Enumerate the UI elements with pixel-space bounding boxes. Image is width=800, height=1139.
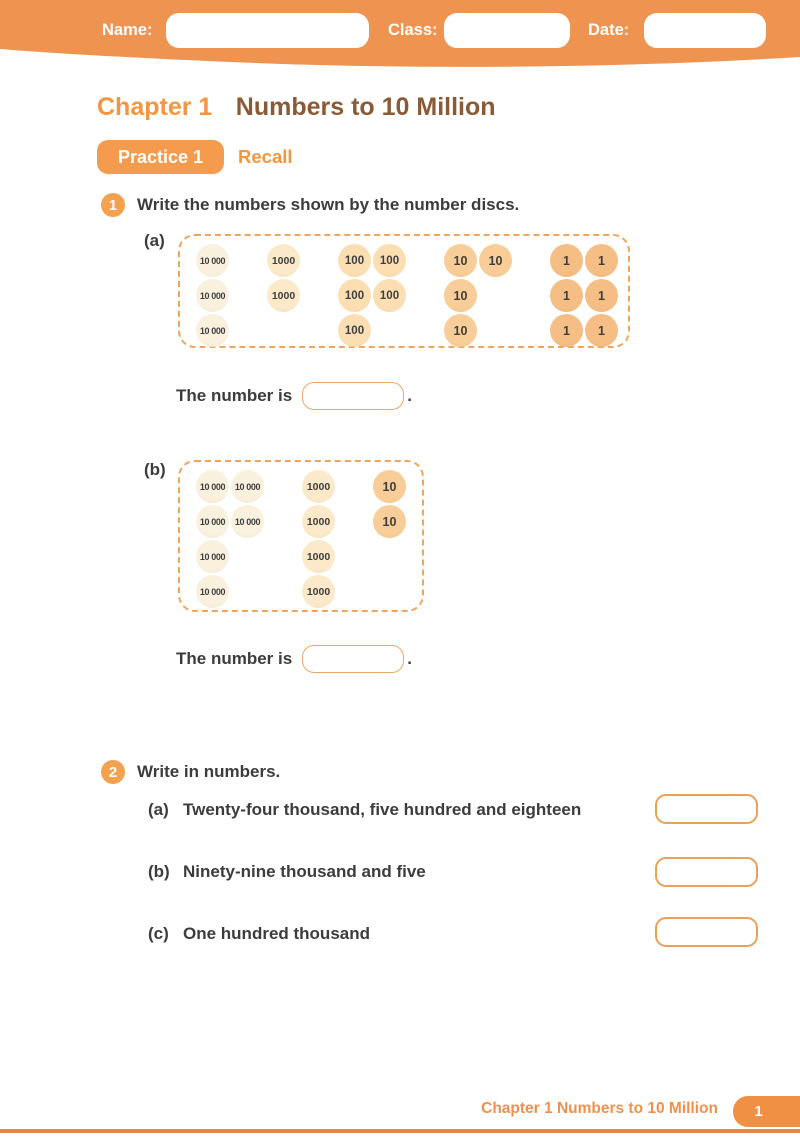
date-input[interactable] (644, 13, 766, 48)
question-2b (148, 862, 426, 882)
question-2a-label: (a) (148, 800, 169, 819)
disc-group-d100 (338, 244, 406, 347)
number-disc-10: 10 (444, 244, 477, 277)
number-disc-100: 100 (338, 279, 371, 312)
question-2b-text: Ninety-nine thousand and five (183, 862, 426, 881)
number-disc-10: 10 (444, 279, 477, 312)
practice-subtitle: Recall (238, 146, 293, 167)
number-disc-10000: 10 000 (196, 279, 229, 312)
question-2a (148, 800, 581, 820)
number-disc-10: 10 (373, 470, 406, 503)
number-disc-100: 100 (373, 279, 406, 312)
question-2b-label: (b) (148, 862, 170, 881)
number-disc-10000: 10 000 (196, 575, 229, 608)
disc-group-d1 (550, 244, 618, 347)
date-label: Date: (588, 21, 630, 39)
question-1 (101, 193, 519, 217)
number-disc-10000: 10 000 (196, 244, 229, 277)
number-disc-10: 10 (479, 244, 512, 277)
number-disc-10000: 10 000 (196, 505, 229, 538)
answer-prompt-a: The number is (176, 386, 293, 405)
number-disc-100: 100 (373, 244, 406, 277)
number-disc-1: 1 (585, 244, 618, 277)
part-b-label: (b) (144, 460, 166, 479)
number-disc-100: 100 (338, 244, 371, 277)
name-input[interactable] (166, 13, 369, 48)
number-disc-1: 1 (585, 279, 618, 312)
answer-prompt-b: The number is (176, 649, 293, 668)
q1b-answer-input[interactable] (302, 645, 404, 673)
page-number-badge: 1 (733, 1096, 800, 1127)
number-disc-1000: 1000 (302, 470, 335, 503)
question-1-prompt: Write the numbers shown by the number discs. (137, 195, 520, 214)
class-label: Class: (388, 21, 438, 39)
answer-row-a (176, 382, 412, 410)
disc-group-d10 (373, 470, 406, 538)
number-disc-1000: 1000 (267, 279, 300, 312)
answer-period-b: . (407, 649, 412, 668)
chapter-heading (97, 93, 496, 122)
number-disc-10: 10 (444, 314, 477, 347)
number-disc-1: 1 (550, 314, 583, 347)
number-disc-10000: 10 000 (196, 314, 229, 347)
part-a-label: (a) (144, 231, 165, 250)
name-label: Name: (102, 21, 153, 39)
disc-group-d10000 (196, 244, 229, 347)
q2a-answer-input[interactable] (655, 794, 758, 824)
number-disc-1: 1 (585, 314, 618, 347)
question-2 (101, 760, 280, 784)
question-2c-label: (c) (148, 924, 169, 943)
number-disc-10000: 10 000 (231, 505, 264, 538)
question-2c (148, 924, 370, 944)
number-disc-1000: 1000 (302, 505, 335, 538)
answer-period-a: . (407, 386, 412, 405)
number-disc-1000: 1000 (267, 244, 300, 277)
question-2c-text: One hundred thousand (183, 924, 370, 943)
chapter-title: Numbers to 10 Million (235, 93, 496, 121)
number-disc-10: 10 (373, 505, 406, 538)
question-2-prompt: Write in numbers. (137, 762, 281, 781)
footer-chapter-reference: Chapter 1 Numbers to 10 Million (481, 1100, 718, 1117)
disc-group-d10000 (196, 470, 264, 608)
number-disc-panel-b (178, 460, 424, 612)
chapter-number-label: Chapter 1 (97, 93, 213, 121)
class-input[interactable] (444, 13, 570, 48)
q2b-answer-input[interactable] (655, 857, 758, 887)
practice-badge: Practice 1 (97, 140, 224, 174)
question-1-number-badge: 1 (101, 193, 125, 217)
q2c-answer-input[interactable] (655, 917, 758, 947)
number-disc-1: 1 (550, 244, 583, 277)
number-disc-10000: 10 000 (231, 470, 264, 503)
question-2a-text: Twenty-four thousand, five hundred and eighteen (183, 800, 582, 819)
number-disc-panel-a (178, 234, 630, 348)
question-2-number-badge: 2 (101, 760, 125, 784)
disc-group-d1000 (302, 470, 335, 608)
disc-group-d10 (444, 244, 512, 347)
number-disc-1000: 1000 (302, 540, 335, 573)
number-disc-10000: 10 000 (196, 540, 229, 573)
q1a-answer-input[interactable] (302, 382, 404, 410)
number-disc-100: 100 (338, 314, 371, 347)
number-disc-1000: 1000 (302, 575, 335, 608)
answer-row-b (176, 645, 412, 673)
number-disc-10000: 10 000 (196, 470, 229, 503)
number-disc-1: 1 (550, 279, 583, 312)
practice-heading (97, 140, 293, 174)
footer-divider-line (0, 1129, 800, 1133)
disc-group-d1000 (267, 244, 300, 312)
header-band (0, 0, 800, 76)
